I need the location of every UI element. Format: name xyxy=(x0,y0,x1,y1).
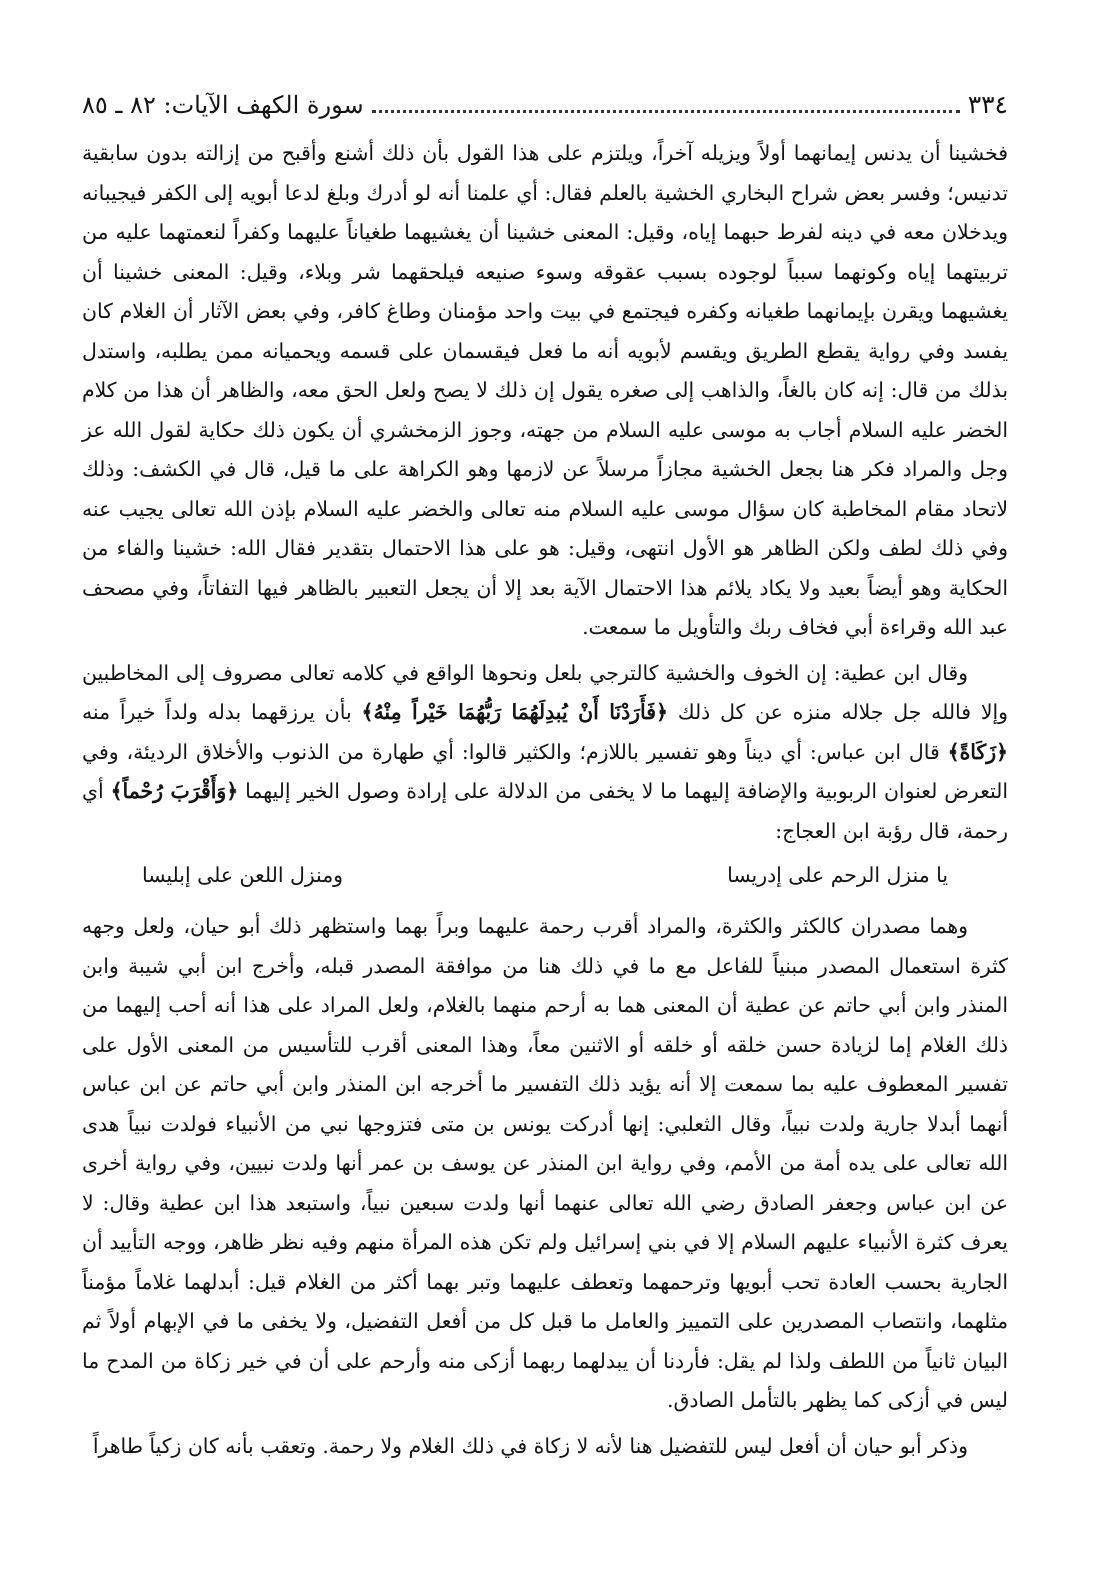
body-text xyxy=(82,134,1008,1466)
page-number: ٣٣٤ xyxy=(967,90,1008,119)
paragraph-2-text-b: بأن يرزقهما بدله ولداً خيراً منه xyxy=(82,700,352,724)
running-header xyxy=(82,90,1008,120)
paragraph-1: فخشينا أن يدنس إيمانهما أولاً ويزيله آخراً، ويلتزم على هذا القول بأن ذلك أشنع وأقبح من إزالته بدون سابقية تدنيس؛ وفسر بعض شراح البخاري الخشية بالعلم فقال: أي علمنا أنه لو أدرك وبلغ لدعا أبويه إلى الكفر فيجيبانه ويدخلان معه في دينه لفرط حبهما إياه، وقيل: المعنى خشينا أن يغشيهما طغياناً عليهما وكفراً لنعمتهما عليه من تربيتهما إياه وكونهما سبباً لوجوده بسبب عقوقه وسوء صنيعه فيلحقهما شر وبلاء، وقيل: المعنى خشينا أن يغشيهما ويقرن بإيمانهما طغيانه وكفره فيجتمع في بيت واحد مؤمنان وطاغ كافر، وفي بعض الآثار أن الغلام كان يفسد وفي رواية يقطع الطريق ويقسم لأبويه أنه ما فعل فيقسمان على قسمه ويحميانه ممن يطلبه، واستدل بذلك من قال: إنه كان بالغاً، والذاهب إلى صغره يقول إن ذلك لا يصح ولعل الحق معه، والظاهر أن هذا من كلام الخضر عليه السلام أجاب به موسى عليه السلام من جهته، وجوز الزمخشري أن يكون ذلك حكاية لقول الله عز وجل والمراد فكر هنا بجعل الخشية مجازاً مرسلاً عن لازمها وهو الكراهة على ما قيل، قال في الكشف: وذلك لاتحاد مقام المخاطبة كان سؤال موسى عليه السلام منه تعالى والخضر عليه السلام بإذن الله تعالى يجيب عنه وفي ذلك لطف ولكن الظاهر هو الأول انتهى، وقيل: هو على هذا الاحتمال بتقدير فقال الله: خشينا والفاء من الحكاية وهو أيضاً بعيد ولا يكاد يلائم هذا الاحتمال الآية بعد إلا أن يجعل التعبير بالظاهر فيها التفاتاً، وفي مصحف عبد الله وقراءة أبي فخاف ربك والتأويل ما سمعت. xyxy=(82,141,1008,639)
paragraph-2-text-d: أي رحمة، قال رؤبة ابن العجاج: xyxy=(82,779,1008,843)
paragraph-2 xyxy=(82,654,1008,852)
paragraph-4: وذكر أبو حيان أن أفعل ليس للتفضيل هنا لأنه لا زكاة في ذلك الغلام ولا رحمة. وتعقب بأنه كان زكياً طاهراً xyxy=(92,1433,968,1458)
poetry-verse xyxy=(82,851,1008,901)
running-title: سورة الكهف الآيات: ٨٢ ـ ٨٥ xyxy=(82,91,364,119)
header-dot-leader xyxy=(372,110,960,113)
paragraph-3: وهما مصدران كالكثر والكثرة، والمراد أقرب رحمة عليهما وبراً بهما واستظهر ذلك أبو حيان، ولعل وجهه كثرة استعمال المصدر مبنياً للفاعل مع ما في ذلك هنا من موافقة المصدر قبله، وأخرج ابن أبي شيبة وابن المنذر وابن أبي حاتم عن عطية أن المعنى هما به أرحم منهما بالغلام، ولعل المراد على هذا أنه أحب إليهما من ذلك الغلام إما لزيادة حسن خلقه أو خلقه أو الاثنين معاً، وهذا المعنى أقرب للتأسيس من المعنى الأول على تفسير المعطوف عليه بما سمعت إلا أنه يؤيد ذلك التفسير ما أخرجه ابن المنذر وابن أبي حاتم عن ابن عباس أنهما أبدلا جارية ولدت نبياً، وقال الثعلبي: إنها أدركت يونس بن متى فتزوجها نبي من الأنبياء فولدت نبياً هدى الله تعالى على يده أمة من الأمم، وفي رواية ابن المنذر عن يوسف بن عمر أنها ولدت نبيين، وفي رواية أخرى عن ابن عباس وجعفر الصادق رضي الله تعالى عنهما أنها ولدت سبعين نبياً، واستبعد هذا ابن عطية وقال: لا يعرف كثرة الأنبياء عليهم السلام إلا في بني إسرائيل ولم تكن هذه المرأة منهم وفيه نظر ظاهر، ووجه التأييد أن الجارية بحسب العادة تحب أبويها وترحمهما وتعطف عليهما وتبر بهما أكثر من الغلام قيل: أبدلهما غلاماً مؤمناً مثلهما، وانتصاب المصدرين على التمييز والعامل ما قبل كل من أفعل التفضيل، ولا يخفى ما في الإبهام أولاً ثم البيان ثانياً من اللطف ولذا لم يقل: فأردنا أن يبدلهما ربهما أزكى منه وأرحم على أن في خير زكاة من المدح ما ليس في أزكى كما يظهر بالتأمل الصادق. xyxy=(82,914,1008,1412)
verse-second-hemistich: ومنزل اللعن على إبليسا xyxy=(142,863,343,887)
quran-quote-2: ﴿زَكَاةً﴾ xyxy=(947,739,1008,764)
paragraph-2-text-a: وقال ابن عطية: إن الخوف والخشية كالترجي بلعل ونحوها الواقع في كلامه تعالى مصروف إلى المخاطبين وإلا فالله جل جلاله منزه عن كل ذلك xyxy=(82,660,1009,724)
quran-quote-3: ﴿وَأَقْرَبَ رُحْماً﴾ xyxy=(110,779,239,803)
verse-first-hemistich: يا منزل الرحم على إدريسا xyxy=(727,863,948,887)
quran-quote-1: ﴿فَأَرَدْنَا أَنْ يُبدِلَهُمَا رَبُّهُمَا خَيْراً مِنْهُ﴾ xyxy=(361,700,668,724)
paragraph-2-text-c: قال ابن عباس: أي ديناً وهو تفسير باللازم؛ والكثير قالوا: أي طهارة من الذنوب والأخلاق الرديئة، وفي التعرض لعنوان الربوبية والإضافة إليهما ما لا يخفى من الدلالة على إرادة وصول الخير إليهما xyxy=(82,739,1009,803)
